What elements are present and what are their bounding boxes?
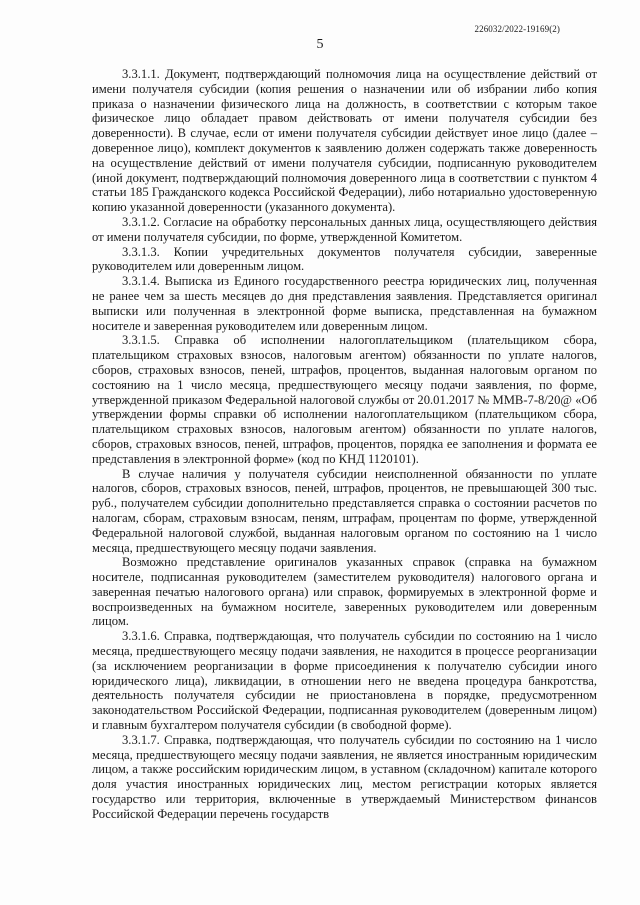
paragraph-tax-debt-case: В случае наличия у получателя субсидии неисполненной обязанности по уплате налогов, сборов, страховых взносов, пеней, штрафов, процентов, не превышающей 300 тыс. руб., получателем субсидии дополнительно представляется справка о состоянии расчетов по налогам, сборам, страховым взносам, пеням, штрафам, процентам по форме, утвержденной Федеральной налоговой службой, выданная налоговым органом по состоянию на 1 число месяца, предшествующего месяцу подачи заявления. bbox=[92, 466, 597, 555]
page-number: 5 bbox=[316, 37, 324, 52]
paragraph-3-3-1-2: 3.3.1.2. Согласие на обработку персональных данных лица, осуществляющего действия от имени получателя субсидии, по форме, утвержденной Комитетом. bbox=[92, 214, 597, 244]
document-body bbox=[92, 67, 597, 822]
paragraph-3-3-1-7: 3.3.1.7. Справка, подтверждающая, что получатель субсидии по состоянию на 1 число месяца, предшествующего месяцу подачи заявления, не является иностранным юридическим лицом, а также российским юридическим лицом, в уставном (складочном) капитале которого доля участия иностранных юридических лиц, местом регистрации которых является государство или территория, включенные в утверждаемый Министерством финансов Российской Федерации перечень государств bbox=[92, 732, 597, 821]
paragraph-original-certificates: Возможно представление оригиналов указанных справок (справка на бумажном носителе, подписанная руководителем (заместителем руководителя) налогового органа и заверенная печатью налогового органа) или справок, формируемых в электронной форме и воспроизведенных на бумажном носителе, заверенных руководителем или доверенным лицом. bbox=[92, 555, 597, 629]
paragraph-3-3-1-6: 3.3.1.6. Справка, подтверждающая, что получатель субсидии по состоянию на 1 число месяца, предшествующего месяцу подачи заявления, не находится в процессе реорганизации (за исключением реорганизации в форме присоединения к получателю субсидии иного юридического лица), ликвидации, в отношении него не введена процедура банкротства, деятельность получателя субсидии не приостановлена в порядке, предусмотренном законодательством Российской Федерации, подписанная руководителем (доверенным лицом) и главным бухгалтером получателя субсидии (в свободной форме). bbox=[92, 629, 597, 733]
paragraph-3-3-1-1: 3.3.1.1. Документ, подтверждающий полномочия лица на осуществление действий от имени получателя субсидии (копия решения о назначении или об избрании либо копия приказа о назначении физического лица на должность, в соответствии с которым такое физическое лицо обладает правом действовать от имени получателя субсидии без доверенности). В случае, если от имени получателя субсидии действует иное лицо (далее – доверенное лицо), комплект документов к заявлению должен содержать также доверенность на осуществление действий от имени получателя субсидии, подписанную руководителем (иной документ, подтверждающий полномочия доверенного лица в соответствии с пунктом 4 статьи 185 Гражданского кодекса Российской Федерации), либо нотариально удостоверенную копию указанной доверенности (указанного документа). bbox=[92, 67, 597, 215]
paragraph-3-3-1-5: 3.3.1.5. Справка об исполнении налогоплательщиком (плательщиком сбора, плательщиком страховых взносов, налоговым агентом) обязанности по уплате налогов, сборов, страховых взносов, пеней, штрафов, процентов, выданная налоговым органом по состоянию на 1 число месяца, предшествующего месяцу подачи заявления, по форме, утвержденной приказом Федеральной налоговой службы от 20.01.2017 № ММВ-7-8/20@ «Об утверждении формы справки об исполнении налогоплательщиком (плательщиком сбора, плательщиком страховых взносов, налоговым агентом) обязанности по уплате налогов, сборов, страховых взносов, пеней, штрафов, процентов, порядка ее заполнения и формата ее представления в электронной форме» (код по КНД 1120101). bbox=[92, 333, 597, 466]
paragraph-3-3-1-3: 3.3.1.3. Копии учредительных документов получателя субсидии, заверенные руководителем или доверенным лицом. bbox=[92, 244, 597, 274]
paragraph-3-3-1-4: 3.3.1.4. Выписка из Единого государственного реестра юридических лиц, полученная не ранее чем за шесть месяцев до дня представления заявления. Представляется оригинал выписки или полученная в электронной форме выписка, представленная на бумажном носителе и заверенная руководителем или доверенным лицом. bbox=[92, 274, 597, 333]
document-registration-number: 226032/2022-19169(2) bbox=[474, 24, 560, 34]
